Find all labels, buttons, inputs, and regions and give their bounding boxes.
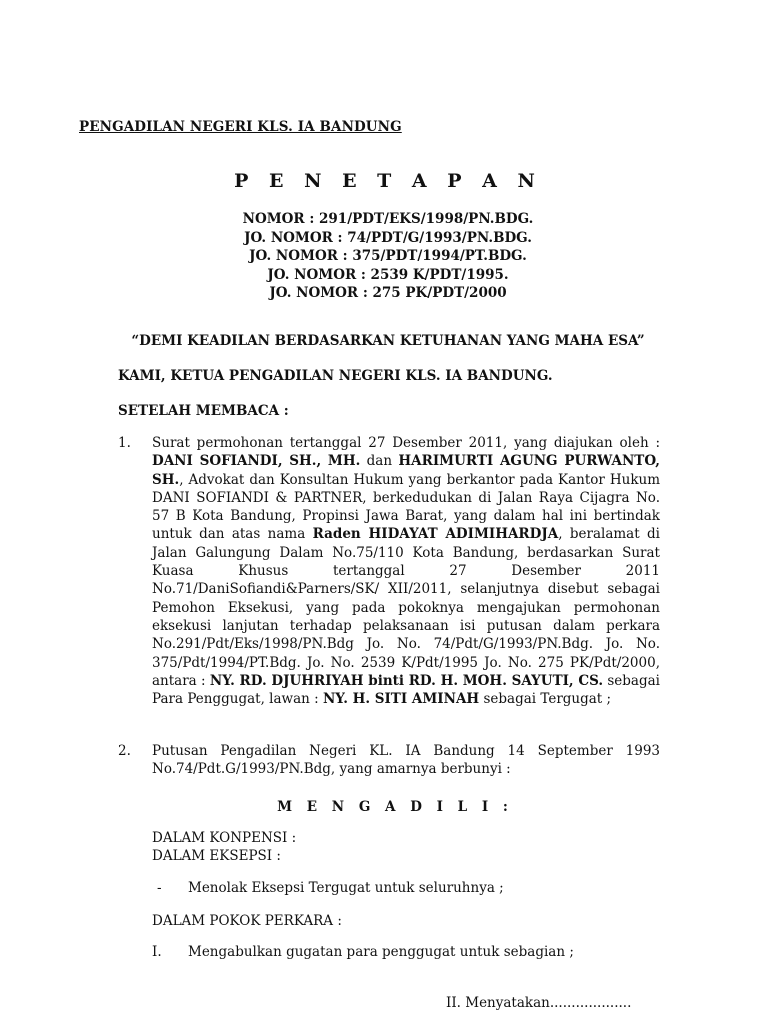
- dalam-pokok-perkara-heading: DALAM POKOK PERKARA :: [152, 913, 342, 929]
- party-name: NY. H. SITI AMINAH: [322, 691, 480, 708]
- setelah-membaca: SETELAH MEMBACA :: [118, 403, 289, 419]
- case-numbers: [0, 210, 768, 303]
- mengadili-heading: M E N G A D I L I :: [277, 799, 513, 815]
- party-name: HARIMURTI AGUNG PURWANTO, SH.: [152, 453, 661, 488]
- case-number-line: NOMOR : 291/PDT/EKS/1998/PN.BDG.: [242, 211, 534, 227]
- case-number-line: JO. NOMOR : 74/PDT/G/1993/PN.BDG.: [244, 229, 532, 246]
- item-text: Surat permohonan tertanggal 27 Desember 2011, yang diajukan oleh :: [152, 435, 660, 451]
- party-name: NY. RD. DJUHRIYAH binti RD. H. MOH. SAYUTI, CS.: [209, 672, 604, 689]
- item-text: , beralamat di Jalan Galungung Dalam No.75/110 Kota Bandung, berdasarkan Surat Kuasa Khusus tertanggal 27 Desember 2011 No.71/DaniSofiandi&Parners/SK/ XII/2011, selanjutnya disebut sebagai Pemohon Eksekusi, yang pada pokoknya mengajukan permohonan eksekusi lanjutan terhadap pelaksanaan isi putusan dalam perkara No.291/Pdt/Eks/1998/PN.Bdg Jo. No. 74/Pdt/G/1993/PN.Bdg. Jo. No. 375/Pdt/1994/PT.Bdg. Jo. No. 2539 K/Pdt/1995 Jo. No. 275 PK/Pdt/2000, antara :: [152, 526, 660, 689]
- item-text: sebagai Para Penggugat, lawan :: [152, 672, 660, 708]
- item-number: 1.: [118, 435, 131, 451]
- item-text: , Advokat dan Konsultan Hukum yang berkantor pada Kantor Hukum DANI SOFIANDI & PARTNER, berkedudukan di Jalan Raya Cijagra No. 57 B Kota Bandung, Propinsi Jawa Barat, yang dalam hal ini bertindak untuk dan atas nama: [152, 471, 660, 543]
- list-item: [118, 434, 660, 708]
- item-text: dan: [360, 453, 399, 470]
- document-title: P E N E T A P A N: [234, 170, 542, 192]
- list-item: [118, 742, 660, 779]
- case-number-line: JO. NOMOR : 275 PK/PDT/2000: [269, 285, 507, 301]
- bullet-text: Menolak Eksepsi Tergugat untuk seluruhnya ;: [188, 880, 504, 896]
- item-number: 2.: [118, 743, 131, 759]
- kami-statement: KAMI, KETUA PENGADILAN NEGERI KLS. IA BANDUNG.: [118, 368, 553, 384]
- bullet-marker: -: [157, 880, 162, 896]
- party-name: DANI SOFIANDI, SH., MH.: [152, 453, 361, 470]
- item-body: [152, 434, 660, 708]
- invocation: “DEMI KEADILAN BERDASARKAN KETUHANAN YANG MAHA ESA”: [131, 333, 645, 349]
- continuation-text: II. Menyatakan...................: [446, 995, 632, 1011]
- item-body: [152, 742, 660, 779]
- party-name: Raden HIDAYAT ADIMIHARDJA: [312, 526, 559, 543]
- item-text: Putusan Pengadilan Negeri KL. IA Bandung 14 September 1993 No.74/Pdt.G/1993/PN.Bdg, yang amarnya berbunyi :: [152, 743, 660, 778]
- dalam-eksepsi-heading: DALAM EKSEPSI :: [152, 848, 281, 864]
- item-text: sebagai Tergugat ;: [479, 691, 612, 708]
- bullet-item: [157, 880, 504, 896]
- roman-numeral: I.: [152, 944, 162, 960]
- case-number-line: JO. NOMOR : 2539 K/PDT/1995.: [267, 266, 509, 283]
- roman-item: [152, 944, 574, 960]
- court-header: PENGADILAN NEGERI KLS. IA BANDUNG: [79, 119, 402, 135]
- case-number-line: JO. NOMOR : 375/PDT/1994/PT.BDG.: [249, 248, 527, 264]
- roman-text: Mengabulkan gugatan para penggugat untuk sebagian ;: [188, 944, 574, 960]
- dalam-konpensi-heading: DALAM KONPENSI :: [152, 830, 297, 846]
